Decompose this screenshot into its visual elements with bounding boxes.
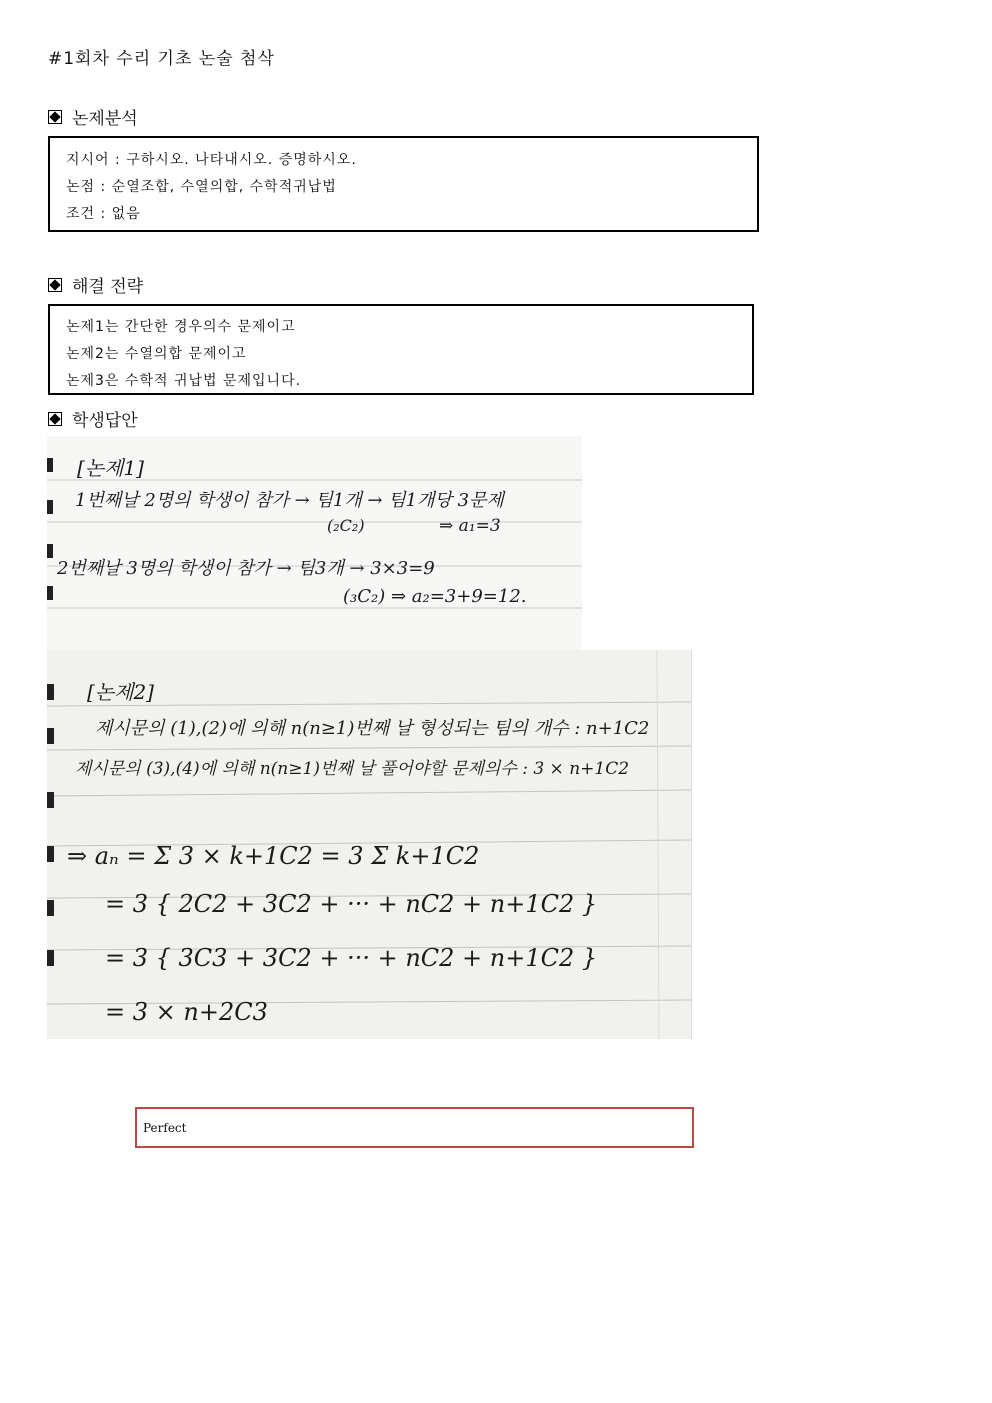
- hw-line: [논제2]: [87, 680, 154, 704]
- feedback-text: Perfect: [143, 1121, 187, 1135]
- strategy-box: [48, 304, 754, 395]
- section-heading-label: 논제분석: [72, 109, 138, 129]
- diamond-bullet-icon: [48, 278, 62, 292]
- diamond-bullet-icon: [48, 412, 62, 426]
- section-heading-analysis: [48, 104, 138, 129]
- hw-line: ⇒ aₙ = Σ 3 × k+1C2 = 3 Σ k+1C2: [67, 842, 480, 870]
- analysis-line: 논점 : 순열조합, 수열의합, 수학적귀납법: [66, 179, 337, 195]
- hw-line: ⇒ a₁=3: [439, 516, 501, 536]
- analysis-line: 지시어 : 구하시오. 나타내시오. 증명하시오.: [66, 152, 357, 168]
- strategy-line: 논제3은 수학적 귀납법 문제입니다.: [66, 373, 302, 389]
- answer-photo-2: [47, 650, 692, 1039]
- page-title: #1회차 수리 기초 논술 첨삭: [48, 49, 275, 69]
- hw-line: 제시문의 (1),(2)에 의해 n(n≥1)번째 날 형성되는 팀의 개수 : n+1C2: [95, 718, 650, 739]
- strategy-line: 논제2는 수열의합 문제이고: [66, 346, 247, 362]
- feedback-box: [135, 1107, 694, 1148]
- hw-line: [논제1]: [77, 456, 144, 480]
- section-heading-strategy: [48, 272, 143, 297]
- analysis-box: [48, 136, 759, 232]
- hw-line: 2번째날 3명의 학생이 참가 → 팀3개 → 3×3=9: [57, 558, 435, 579]
- analysis-line: 조건 : 없음: [66, 206, 141, 222]
- hw-line: 1번째날 2명의 학생이 참가 → 팀1개 → 팀1개당 3문제: [75, 490, 504, 511]
- answer-photo-1: [47, 436, 582, 650]
- hw-line: = 3 { 2C2 + 3C2 + ··· + nC2 + n+1C2 }: [105, 890, 598, 918]
- section-heading-label: 학생답안: [72, 411, 138, 431]
- hw-line: (₂C₂): [327, 516, 365, 535]
- section-heading-answer: [48, 406, 138, 431]
- hw-line: 제시문의 (3),(4)에 의해 n(n≥1)번째 날 풀어야할 문제의수 : 3 × n+1C2: [75, 759, 630, 779]
- section-heading-label: 해결 전략: [72, 277, 144, 297]
- diamond-bullet-icon: [48, 110, 62, 124]
- hw-line: (₃C₂) ⇒ a₂=3+9=12.: [343, 586, 527, 607]
- hw-line: = 3 × n+2C3: [105, 998, 268, 1026]
- strategy-line: 논제1는 간단한 경우의수 문제이고: [66, 319, 296, 335]
- hw-line: = 3 { 3C3 + 3C2 + ··· + nC2 + n+1C2 }: [105, 944, 598, 972]
